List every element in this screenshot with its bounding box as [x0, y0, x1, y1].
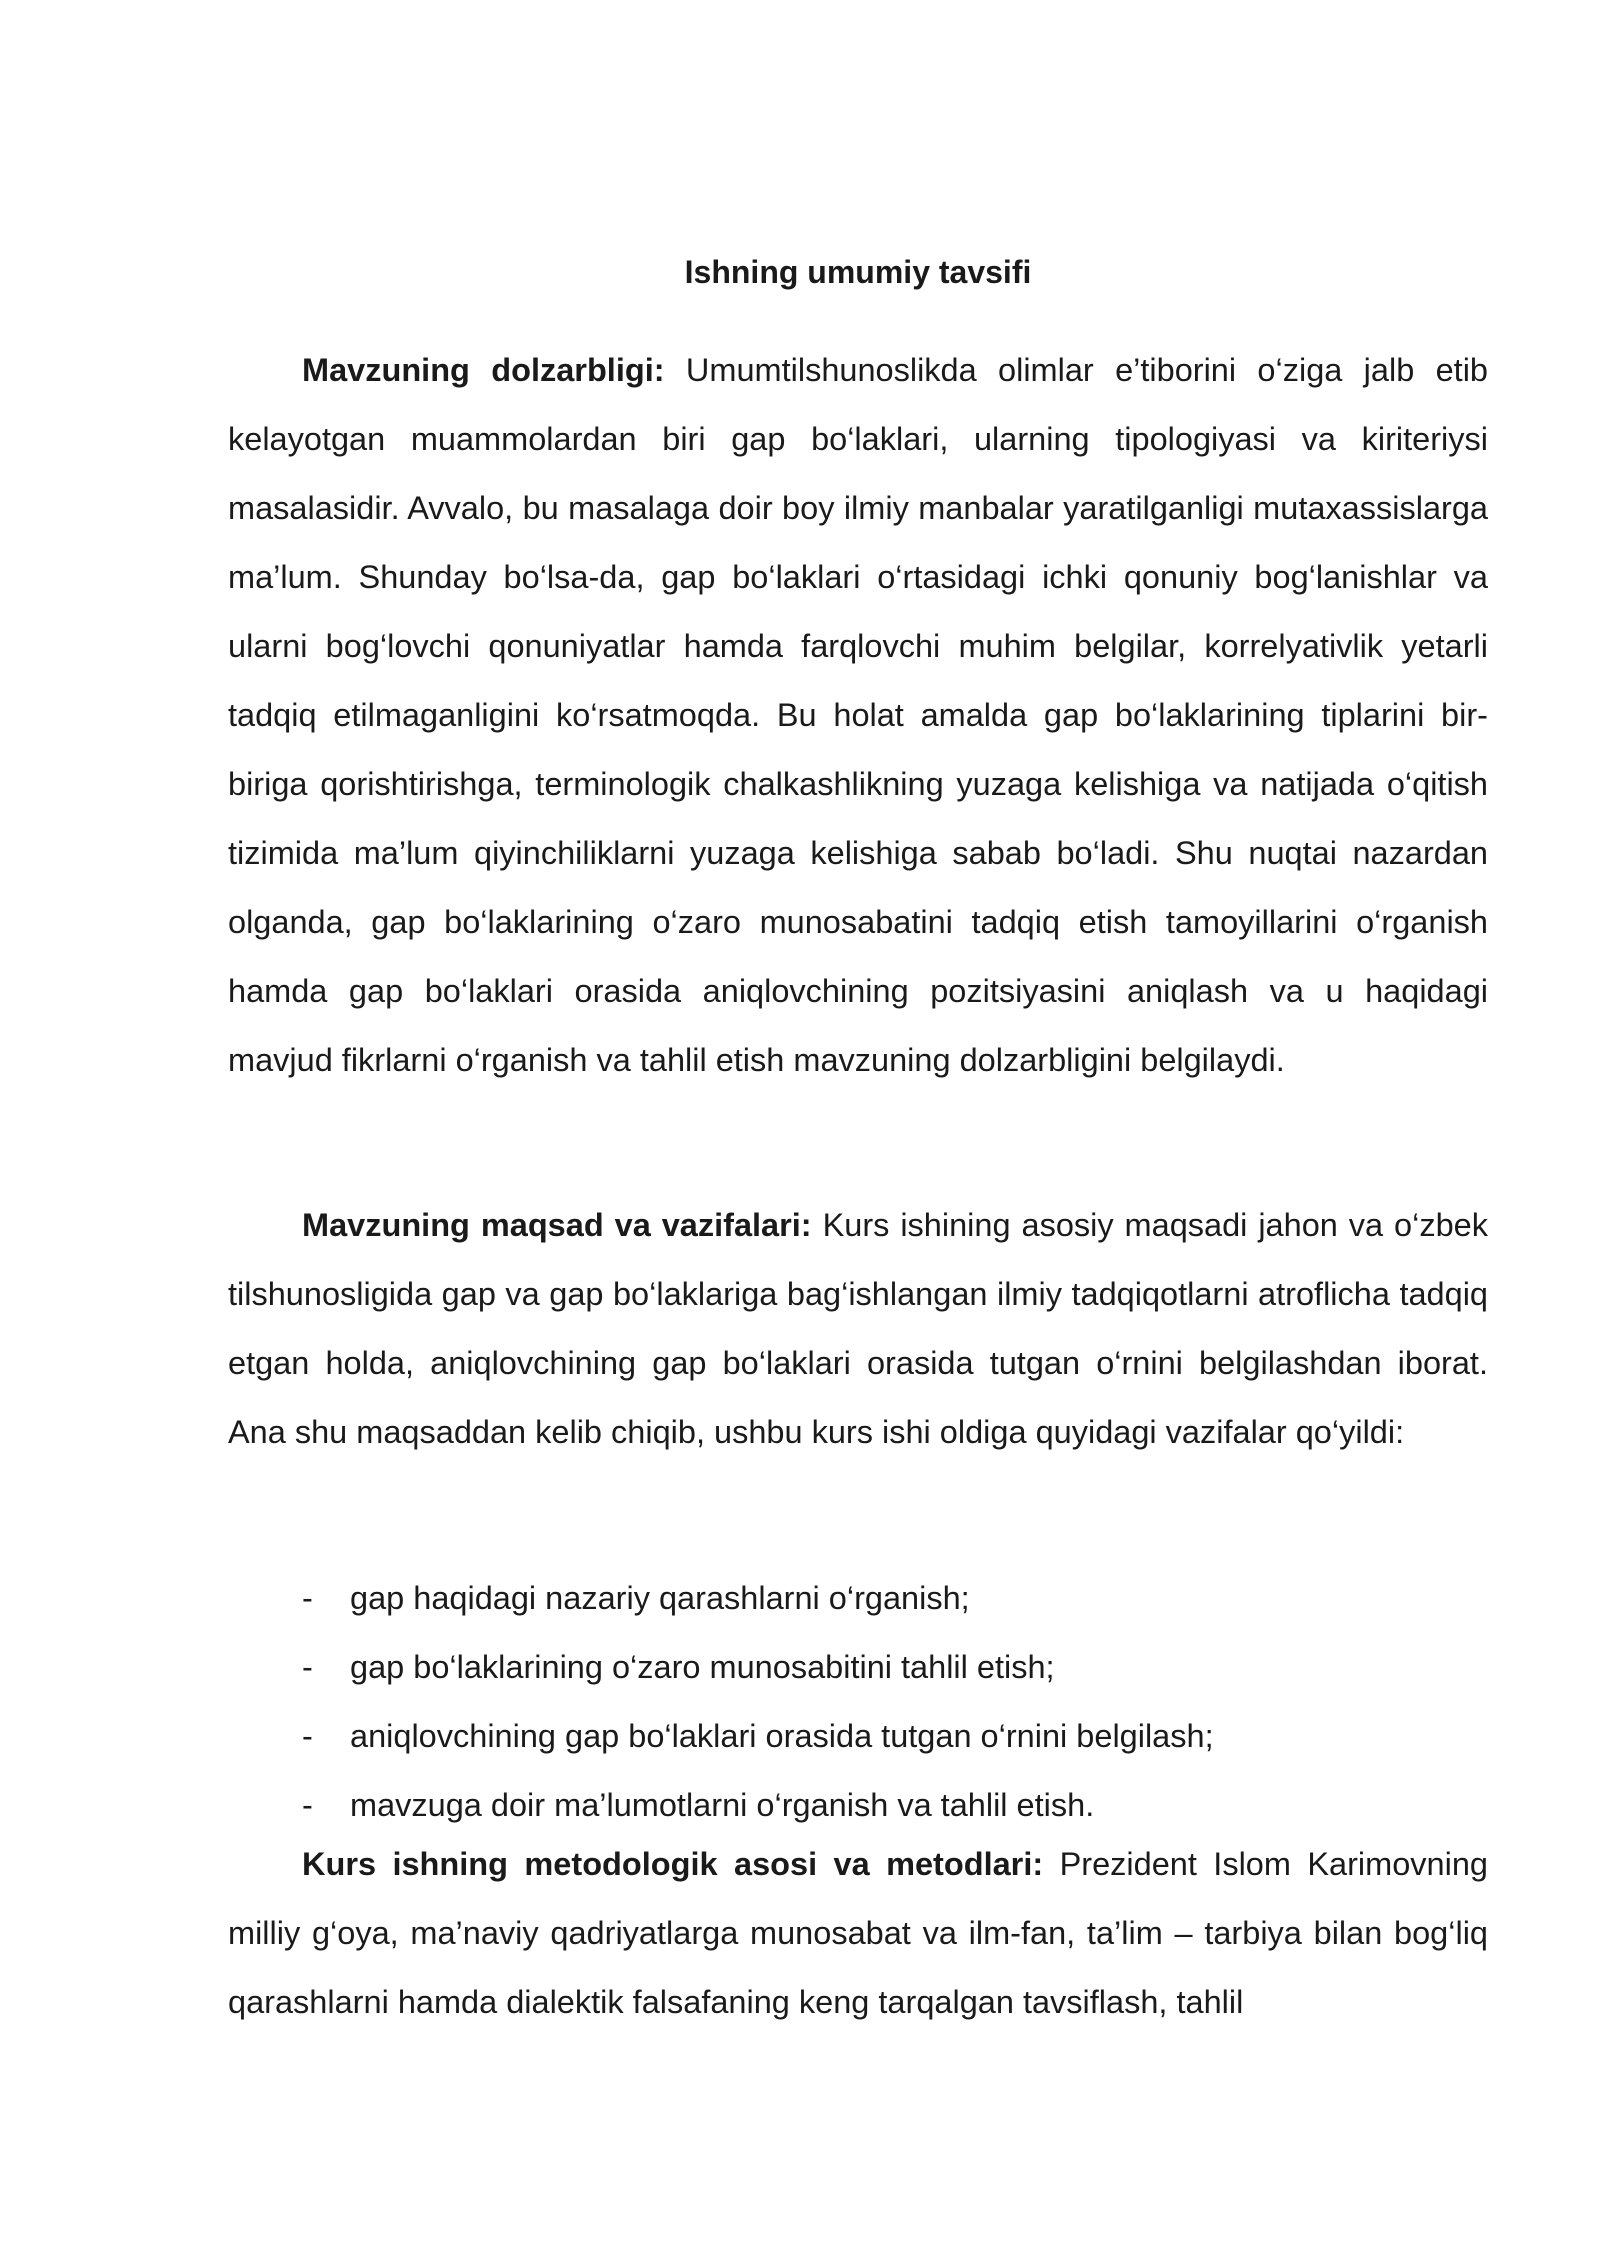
paragraph-methodology-heading: Kurs ishning metodologik asosi va metodlari: — [302, 1846, 1044, 1882]
list-marker: - — [302, 1718, 313, 1754]
paragraph-goals-text: Kurs ishining asosiy maqsadi jahon va o‘zbek tilshunosligida gap va gap bo‘laklariga bag‘ishlangan ilmiy tadqiqotlarni atroflicha tadqiq etgan holda, aniqlovchining gap bo‘laklari orasida tutgan o‘rnini belgilashdan iborat. Ana shu maqsaddan kelib chiqib, ushbu kurs ishi oldiga quyidagi vazifalar qo‘yildi: — [228, 1207, 1488, 1450]
task-list-item — [228, 1702, 1488, 1771]
list-marker: - — [302, 1787, 313, 1823]
paragraph-methodology — [228, 1830, 1488, 2037]
paragraph-relevance-heading: Mavzuning dolzarbligi: — [302, 352, 665, 388]
list-marker: - — [302, 1649, 313, 1685]
paragraph-relevance-text: Umumtilshunoslikda olimlar e’tiborini o‘ziga jalb etib kelayotgan muammolardan biri gap bo‘laklari, ularning tipologiyasi va kiriteriysi masalasidir. Avvalo, bu masalaga doir boy ilmiy manbalar yaratilganligi mutaxassislarga ma’lum. Shunday bo‘lsa-da, gap bo‘laklari o‘rtasidagi ichki qonuniy bog‘lanishlar va ularni bog‘lovchi qonuniyatlar hamda farqlovchi muhim belgilar, korrelyativlik yetarli tadqiq etilmaganligini ko‘rsatmoqda. Bu holat amalda gap bo‘laklarining tiplarini bir-biriga qorishtirishga, terminologik chalkashlikning yuzaga kelishiga va natijada o‘qitish tizimida ma’lum qiyinchiliklarni yuzaga kelishiga sabab bo‘ladi. Shu nuqtai nazardan olganda, gap bo‘laklarining o‘zaro munosabatini tadqiq etish tamoyillarini o‘rganish hamda gap bo‘laklari orasida aniqlovchining pozitsiyasini aniqlash va u haqidagi mavjud fikrlarni o‘rganish va tahlil etish mavzuning dolzarbligini belgilaydi. — [228, 352, 1488, 1078]
task-list-item-text: mavzuga doir ma’lumotlarni o‘rganish va tahlil etish. — [350, 1787, 1095, 1823]
task-list-item-text: gap haqidagi nazariy qarashlarni o‘rganish; — [350, 1580, 970, 1616]
list-marker: - — [302, 1580, 313, 1616]
paragraph-relevance — [228, 336, 1488, 1095]
paragraph-goals — [228, 1191, 1488, 1467]
task-list-item-text: gap bo‘laklarining o‘zaro munosabitini tahlil etish; — [350, 1649, 1055, 1685]
task-list — [228, 1564, 1488, 1840]
paragraph-goals-heading: Mavzuning maqsad va vazifalari: — [302, 1207, 812, 1243]
document-title: Ishning umumiy tavsifi — [684, 254, 1032, 290]
task-list-item — [228, 1564, 1488, 1633]
paragraph-methodology-text: Prezident Islom Karimovning milliy g‘oya, ma’naviy qadriyatlarga munosabat va ilm-fan, ta’lim – tarbiya bilan bog‘liq qarashlarni hamda dialektik falsafaning keng tarqalgan tavsiflash, tahlil — [228, 1846, 1488, 2020]
task-list-item — [228, 1633, 1488, 1702]
task-list-item-text: aniqlovchining gap bo‘laklari orasida tutgan o‘rnini belgilash; — [350, 1718, 1214, 1754]
